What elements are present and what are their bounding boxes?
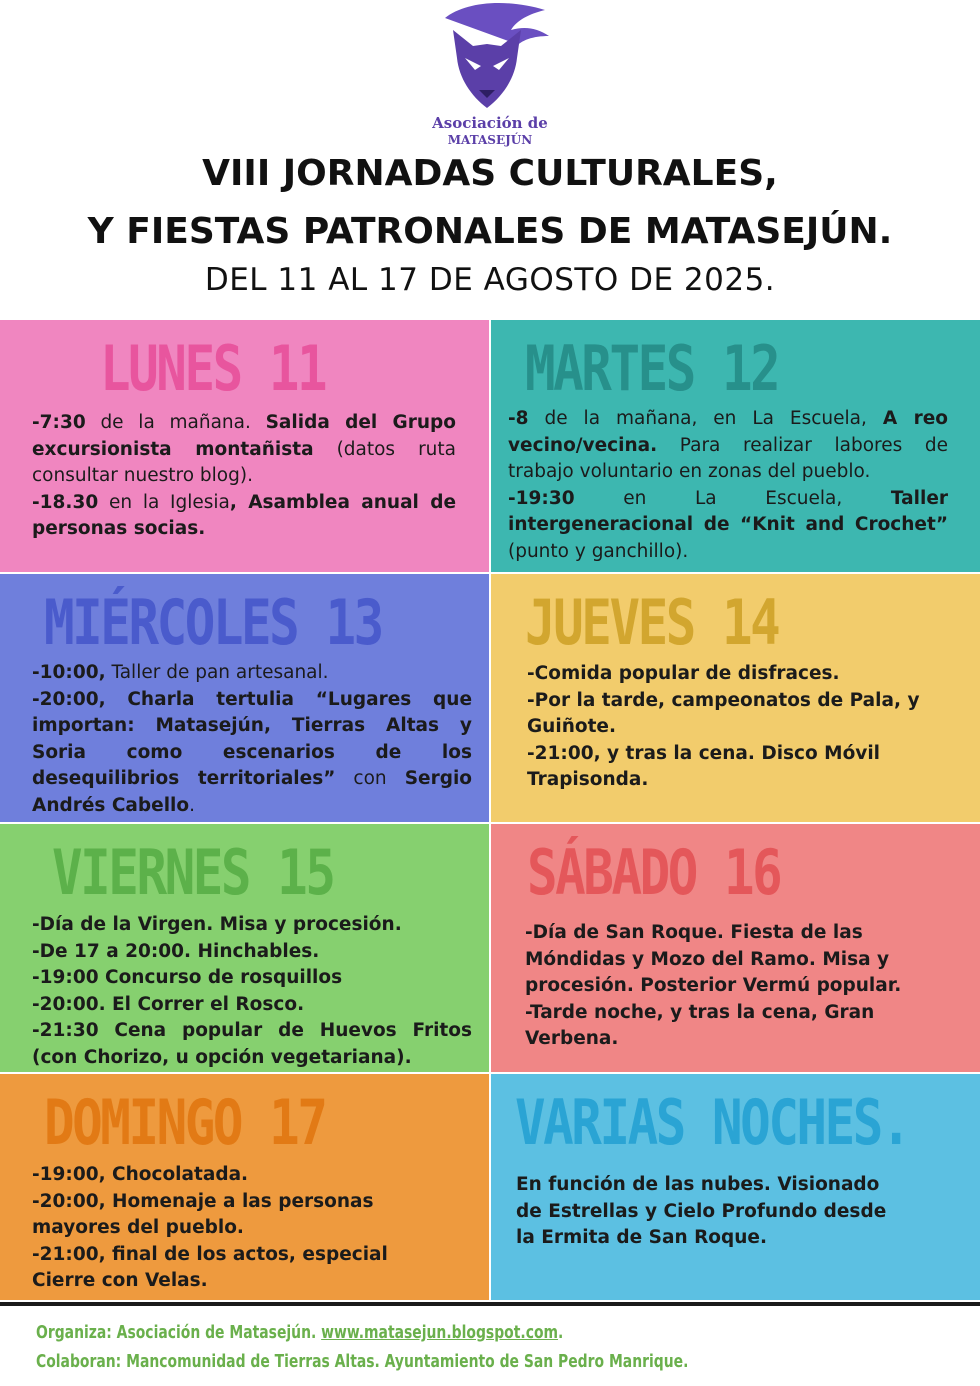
- day-title-domingo: DOMINGO 17: [44, 1086, 326, 1159]
- text: (datos ruta consultar nuestro blog).: [32, 438, 456, 486]
- event-line: En función de las nubes. Visionado de Estrellas y Cielo Profundo desde la Ermita de San Roque.: [516, 1174, 887, 1248]
- title-line1: VIII JORNADAS CULTURALES,: [202, 153, 778, 194]
- event-line: -19:00 Concurso de rosquillos: [32, 967, 343, 988]
- text: en La Escuela,: [574, 487, 891, 509]
- speaker: Sergio Andrés Cabello: [32, 768, 472, 816]
- text: de la mañana, en La Escuela,: [528, 408, 883, 429]
- day-title-viernes: VIERNES 15: [52, 836, 334, 909]
- day-title-martes: MARTES 12: [525, 332, 779, 405]
- day-title-jueves: JUEVES 14: [525, 586, 779, 659]
- day-body-jueves: [527, 661, 957, 794]
- event-dates: DEL 11 AL 17 DE AGOSTO DE 2025.: [204, 262, 776, 298]
- time: -10:00,: [32, 662, 106, 683]
- footer-colaboran: Colaboran: Mancomunidad de Tierras Altas. Ayuntamiento de San Pedro Manrique.: [36, 1351, 689, 1372]
- event-line: -Tarde noche, y tras la cena, Gran Verbena.: [525, 1001, 875, 1049]
- day-body-lunes: [32, 410, 456, 543]
- day-card-viernes: [0, 824, 489, 1072]
- day-body-miercoles: [32, 660, 472, 819]
- event-line: -20:00. El Correr el Rosco.: [32, 993, 305, 1015]
- event-line: -Día de la Virgen. Misa y procesión.: [32, 914, 402, 935]
- blog-link[interactable]: www.matasejun.blogspot.com: [321, 1322, 559, 1343]
- fox-logo-icon: [425, 0, 555, 112]
- day-card-miercoles: [0, 574, 489, 822]
- event-line: -21:00, y tras la cena. Disco Móvil Trapisonda.: [527, 742, 881, 790]
- footer-organiza: [36, 1322, 563, 1344]
- event: A reo vecino/vecina.: [508, 408, 949, 456]
- day-card-domingo: [0, 1074, 489, 1300]
- event-line: -De 17 a 20:00. Hinchables.: [32, 940, 320, 962]
- text: .: [189, 794, 195, 816]
- day-title-miercoles: MIÉRCOLES 13: [44, 586, 382, 659]
- program-grid: [0, 320, 980, 1300]
- day-card-jueves: [491, 574, 980, 822]
- day-title-sabado: SÁBADO 16: [527, 836, 781, 909]
- day-body-sabado: [525, 920, 945, 1053]
- day-card-varias-noches: [491, 1074, 980, 1300]
- text: Taller de pan artesanal.: [105, 662, 329, 683]
- title-line2: Y FIESTAS PATRONALES DE MATASEJÚN.: [87, 211, 893, 252]
- event: Salida del Grupo excursionista montañista: [32, 412, 456, 460]
- organiza-label: Organiza: Asociación de Matasejún.: [36, 1322, 322, 1343]
- time: -19:30: [508, 487, 575, 509]
- day-title-varias-noches: VARIAS NOCHES.: [515, 1086, 910, 1159]
- org-name-line1: Asociación de: [432, 114, 548, 132]
- day-card-sabado: [491, 824, 980, 1072]
- time: -18.30: [32, 491, 99, 513]
- day-body-martes: [508, 406, 948, 565]
- day-card-martes: [491, 320, 980, 572]
- association-logo: [420, 0, 560, 150]
- day-body-varias-noches: [516, 1172, 901, 1252]
- event-line: -21:00, final de los actos, especial Cierre con Velas.: [32, 1243, 388, 1291]
- event: Taller intergeneracional de “Knit and Crochet”: [508, 487, 948, 535]
- day-card-lunes: [0, 320, 489, 572]
- text: Para realizar labores de trabajo voluntario en zonas del pueblo.: [508, 434, 948, 482]
- event: Charla tertulia “Lugares que importan: Matasejún, Tierras Altas y Soria como escenarios de los desequilibrios territoriales”: [32, 688, 472, 789]
- footer-divider: [0, 1302, 980, 1306]
- event-line: -Por la tarde, campeonatos de Pala, y Guiñote.: [527, 689, 920, 737]
- day-title-lunes: LUNES 11: [100, 332, 326, 405]
- event-line: -Comida popular de disfraces.: [527, 663, 840, 684]
- org-name-line2: MATASEJÚN: [447, 133, 533, 147]
- time: -7:30: [32, 412, 86, 433]
- text: con: [335, 768, 405, 789]
- day-body-viernes: [32, 912, 472, 1071]
- event: , Asamblea anual de personas socias.: [32, 491, 457, 539]
- event-line: -Día de San Roque. Fiesta de las Móndidas y Mozo del Ramo. Misa y procesión. Posterior Vermú popular.: [525, 922, 902, 996]
- organiza-end: .: [558, 1322, 564, 1343]
- event-line: -21:30 Cena popular de Huevos Fritos (con Chorizo, u opción vegetariana).: [32, 1020, 472, 1068]
- time: -8: [508, 408, 529, 429]
- text: (punto y ganchillo).: [508, 540, 689, 562]
- text: de la mañana.: [85, 412, 266, 433]
- day-body-domingo: [32, 1162, 452, 1295]
- event-line: -19:00, Chocolatada.: [32, 1164, 249, 1185]
- event-line: -20:00, Homenaje a las personas mayores del pueblo.: [32, 1190, 374, 1238]
- time: -20:00,: [32, 688, 106, 710]
- text: en la Iglesia: [98, 491, 230, 513]
